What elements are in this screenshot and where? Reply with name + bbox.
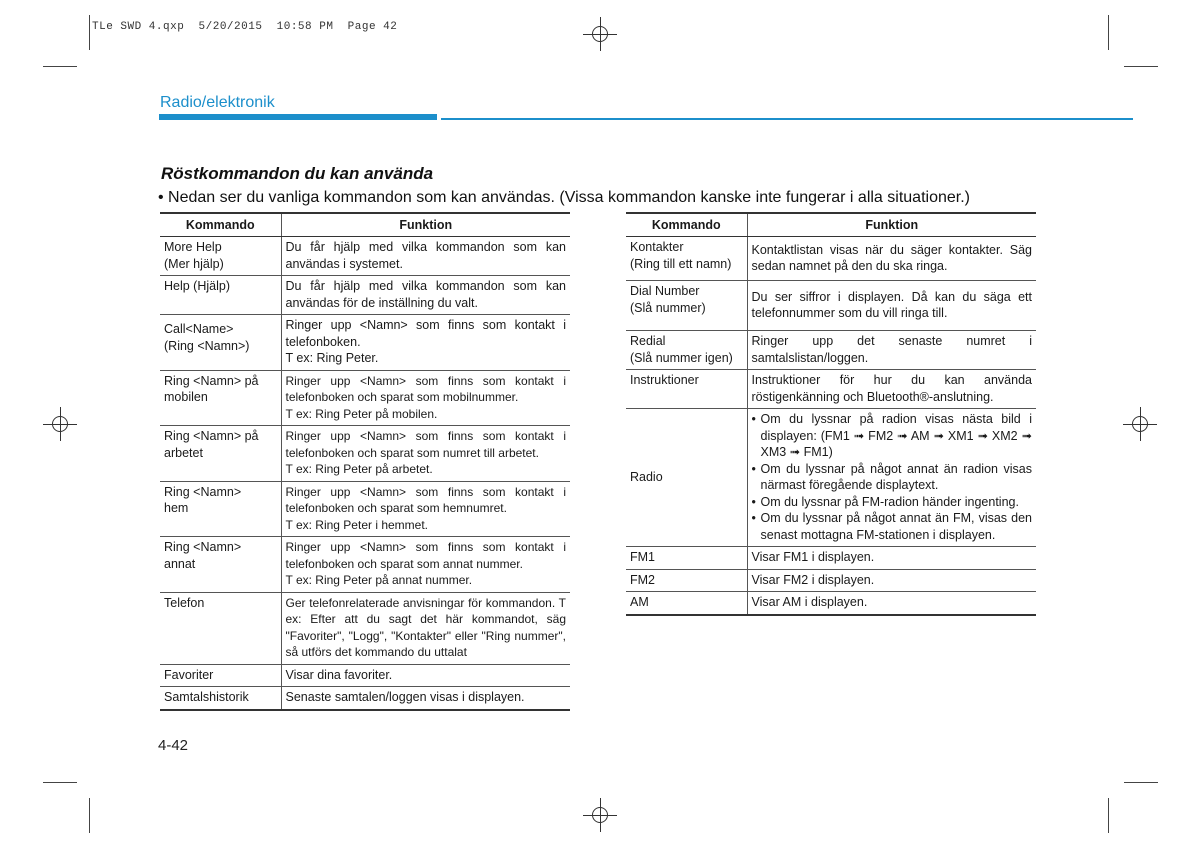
- function-text: Instruktioner för hur du kan använda röstigenkänning och Bluetooth®-anslutning.: [751, 373, 1032, 404]
- function-text: Ringer upp det senaste numret i samtalslistan/loggen.: [751, 334, 1032, 365]
- table-row: [626, 569, 1036, 592]
- function-text: Ringer upp <Namn> som finns som kontakt i telefonboken.: [285, 318, 566, 349]
- function-text: Ringer upp <Namn> som finns som kontakt i telefonboken och sparat som annat nummer.: [285, 540, 566, 571]
- commands-table-right: [626, 212, 1036, 616]
- table-row: [626, 547, 1036, 570]
- command-text: hem: [164, 501, 189, 515]
- list-item: • Om du lyssnar på radion visas nästa bild i displayen: (FM1 ➟ FM2 ➟ AM ➟ XM1 ➟ XM2 ➟ XM3 ➟ FM1): [752, 411, 1033, 461]
- command-text: Radio: [630, 469, 663, 484]
- command-text: Ring <Namn> på arbetet: [164, 429, 259, 460]
- function-text: Visar FM2 i displayen.: [751, 572, 875, 587]
- column-header-command: Kommando: [160, 213, 281, 237]
- registration-mark-left: [43, 407, 77, 441]
- header-rule-thick: [159, 114, 437, 120]
- command-text: Ring <Namn> på mobilen: [164, 373, 259, 404]
- command-text: Redial: [630, 334, 666, 348]
- command-text: Help (Hjälp): [164, 279, 230, 293]
- example-text: T ex: Ring Peter på mobilen.: [285, 406, 438, 421]
- function-text: Du får hjälp med vilka kommandon som kan användas i systemet.: [285, 240, 566, 271]
- table-row: [626, 281, 1036, 331]
- table-row: [626, 237, 1036, 281]
- intro-text: • Nedan ser du vanliga kommandon som kan användas. (Vissa kommandon kanske inte fungerar i alla situationer.): [158, 189, 970, 206]
- page-number: 4-42: [158, 737, 189, 754]
- table-row: [160, 481, 570, 537]
- command-text: Call<Name>: [164, 322, 234, 336]
- function-text: Visar dina favoriter.: [285, 667, 393, 682]
- registration-mark-right: [1123, 407, 1157, 441]
- list-item: • Om du lyssnar på något annat än radion visas närmast föregående displaytext.: [752, 461, 1033, 494]
- example-text: T ex: Ring Peter på annat nummer.: [285, 573, 473, 587]
- commands-table-left: [160, 212, 570, 711]
- command-text: Ring <Namn>: [164, 484, 242, 499]
- example-text: T ex: Ring Peter på arbetet.: [285, 462, 433, 476]
- table-row: [626, 592, 1036, 615]
- table-row: [160, 592, 570, 664]
- command-text: (Slå nummer igen): [630, 350, 733, 365]
- list-item: • Om du lyssnar på FM-radion händer ingenting.: [752, 494, 1033, 511]
- function-text: Ringer upp <Namn> som finns som kontakt i telefonboken och sparat som numret till arbetet.: [285, 429, 566, 460]
- table-row: [160, 537, 570, 593]
- command-text: AM: [630, 595, 649, 609]
- column-header-command: Kommando: [626, 213, 747, 237]
- print-slug: TLe SWD 4.qxp 5/20/2015 10:58 PM Page 42: [92, 21, 398, 33]
- command-text: FM1: [630, 550, 655, 564]
- command-text: annat: [164, 556, 196, 571]
- command-text: (Ring <Namn>): [164, 338, 250, 353]
- command-text: Instruktioner: [630, 373, 699, 387]
- table-row: [160, 687, 570, 710]
- table-row: [626, 370, 1036, 409]
- command-text: Ring <Namn>: [164, 540, 242, 554]
- table-row: [626, 331, 1036, 370]
- radio-bullet-list: [752, 411, 1033, 543]
- example-text: T ex: Ring Peter.: [285, 351, 379, 365]
- function-text: Du får hjälp med vilka kommandon som kan användas för de inställning du valt.: [285, 279, 566, 310]
- table-row: [626, 409, 1036, 547]
- registration-mark-top: [583, 17, 617, 51]
- header-rule-thin: [441, 118, 1133, 120]
- column-header-function: Funktion: [281, 213, 570, 237]
- table-row: [160, 370, 570, 426]
- table-row: [160, 237, 570, 276]
- command-text: Kontakter: [630, 240, 684, 254]
- command-text: Samtalshistorik: [164, 690, 249, 704]
- table-row: [160, 426, 570, 482]
- table-row: [160, 664, 570, 687]
- command-text: FM2: [630, 572, 655, 587]
- page-heading: Röstkommandon du kan använda: [161, 164, 434, 183]
- list-item: • Om du lyssnar på något annat än FM, visas den senast mottagna FM-stationen i displayen.: [752, 510, 1033, 543]
- column-header-function: Funktion: [747, 213, 1036, 237]
- section-title: Radio/elektronik: [160, 94, 275, 111]
- function-text: Visar AM i displayen.: [751, 595, 868, 609]
- table-row: [160, 276, 570, 315]
- function-text: Visar FM1 i displayen.: [751, 550, 875, 564]
- example-text: T ex: Ring Peter i hemmet.: [285, 517, 428, 532]
- command-text: Dial Number: [630, 284, 700, 298]
- command-text: (Slå nummer): [630, 300, 706, 315]
- command-text: (Ring till ett namn): [630, 256, 732, 271]
- function-text: Kontaktlistan visas när du säger kontakter. Säg sedan namnet på den du ska ringa.: [751, 242, 1032, 273]
- function-text: Ringer upp <Namn> som finns som kontakt i telefonboken och sparat som hemnumret.: [285, 484, 566, 515]
- function-text: Ger telefonrelaterade anvisningar för kommandon. T ex: Efter att du sagt det här kommandot, säg "Favoriter", "Logg", "Kontakter" eller "Ring nummer", så utförs det kommando du uttalat: [285, 595, 566, 659]
- command-text: Favoriter: [164, 667, 214, 682]
- table-row: [160, 315, 570, 371]
- function-text: Ringer upp <Namn> som finns som kontakt i telefonboken och sparat som mobilnummer.: [285, 373, 566, 404]
- registration-mark-bottom: [583, 798, 617, 832]
- function-text: Du ser siffror i displayen. Då kan du säga ett telefonnummer som du vill ringa till.: [751, 289, 1032, 320]
- command-text: (Mer hjälp): [164, 256, 224, 271]
- command-text: Telefon: [164, 595, 205, 610]
- function-text: Senaste samtalen/loggen visas i displayen.: [285, 690, 525, 704]
- command-text: More Help: [164, 240, 222, 254]
